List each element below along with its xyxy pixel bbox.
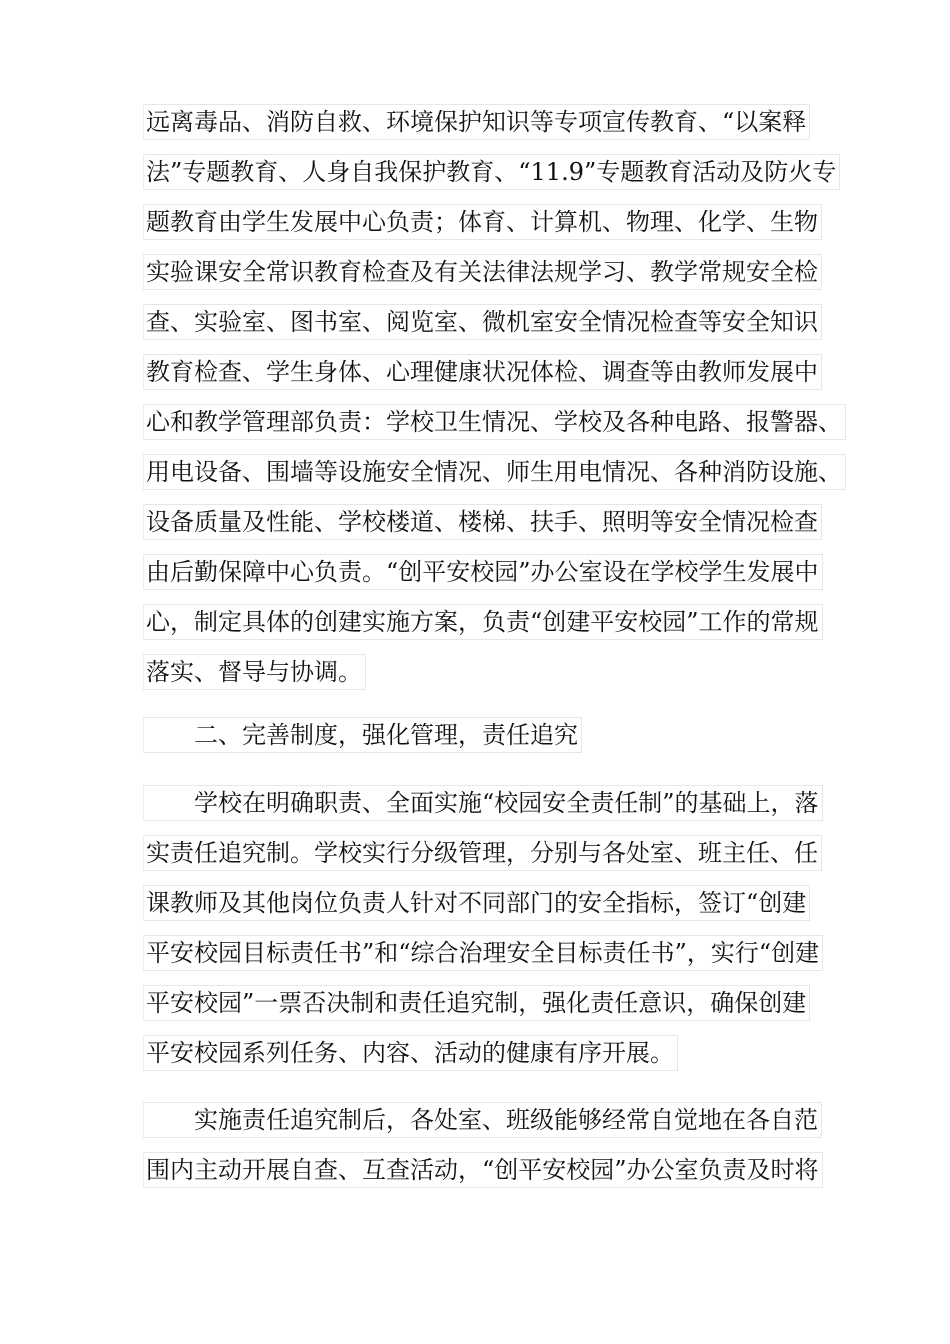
text-line: 法”专题教育、人身自我保护教育、“11.9”专题教育活动及防火专 (143, 147, 823, 197)
text-line: 平安校园系列任务、内容、活动的健康有序开展。 (143, 1028, 823, 1078)
text-line: 实验课安全常识教育检查及有关法律法规学习、教学常规安全检 (143, 247, 823, 297)
text-line: 心，制定具体的创建实施方案，负责“创建平安校园”工作的常规 (143, 597, 823, 647)
text-line: 实责任追究制。学校实行分级管理，分别与各处室、班主任、任 (143, 828, 823, 878)
text-line: 课教师及其他岗位负责人针对不同部门的安全指标，签订“创建 (143, 878, 823, 928)
paragraph-responsibilities (143, 97, 842, 697)
text-line: 落实、督导与协调。 (143, 647, 823, 697)
paragraph-self-inspection (143, 1095, 823, 1195)
text-line: 用电设备、围墙等设施安全情况、师生用电情况、各种消防设施、 (143, 447, 823, 497)
text-line: 设备质量及性能、学校楼道、楼梯、扶手、照明等安全情况检查 (143, 497, 823, 547)
paragraph-accountability (143, 778, 823, 1078)
section-heading (143, 710, 823, 760)
text-line: 由后勤保障中心负责。“创平安校园”办公室设在学校学生发展中 (143, 547, 823, 597)
text-line: 实施责任追究制后，各处室、班级能够经常自觉地在各自范 (143, 1095, 823, 1145)
text-line: 平安校园”一票否决制和责任追究制，强化责任意识，确保创建 (143, 978, 823, 1028)
text-line: 远离毒品、消防自救、环境保护知识等专项宣传教育、“以案释 (143, 97, 823, 147)
text-line: 题教育由学生发展中心负责；体育、计算机、物理、化学、生物 (143, 197, 823, 247)
text-line: 教育检查、学生身体、心理健康状况体检、调查等由教师发展中 (143, 347, 823, 397)
text-line: 平安校园目标责任书”和“综合治理安全目标责任书”，实行“创建 (143, 928, 823, 978)
text-line: 心和教学管理部负责：学校卫生情况、学校及各种电路、报警器、 (143, 397, 823, 447)
heading-line: 二、完善制度，强化管理，责任追究 (143, 710, 823, 760)
text-line: 围内主动开展自查、互查活动，“创平安校园”办公室负责及时将 (143, 1145, 823, 1195)
text-line: 学校在明确职责、全面实施“校园安全责任制”的基础上，落 (143, 778, 823, 828)
text-line: 查、实验室、图书室、阅览室、微机室安全情况检查等安全知识 (143, 297, 823, 347)
